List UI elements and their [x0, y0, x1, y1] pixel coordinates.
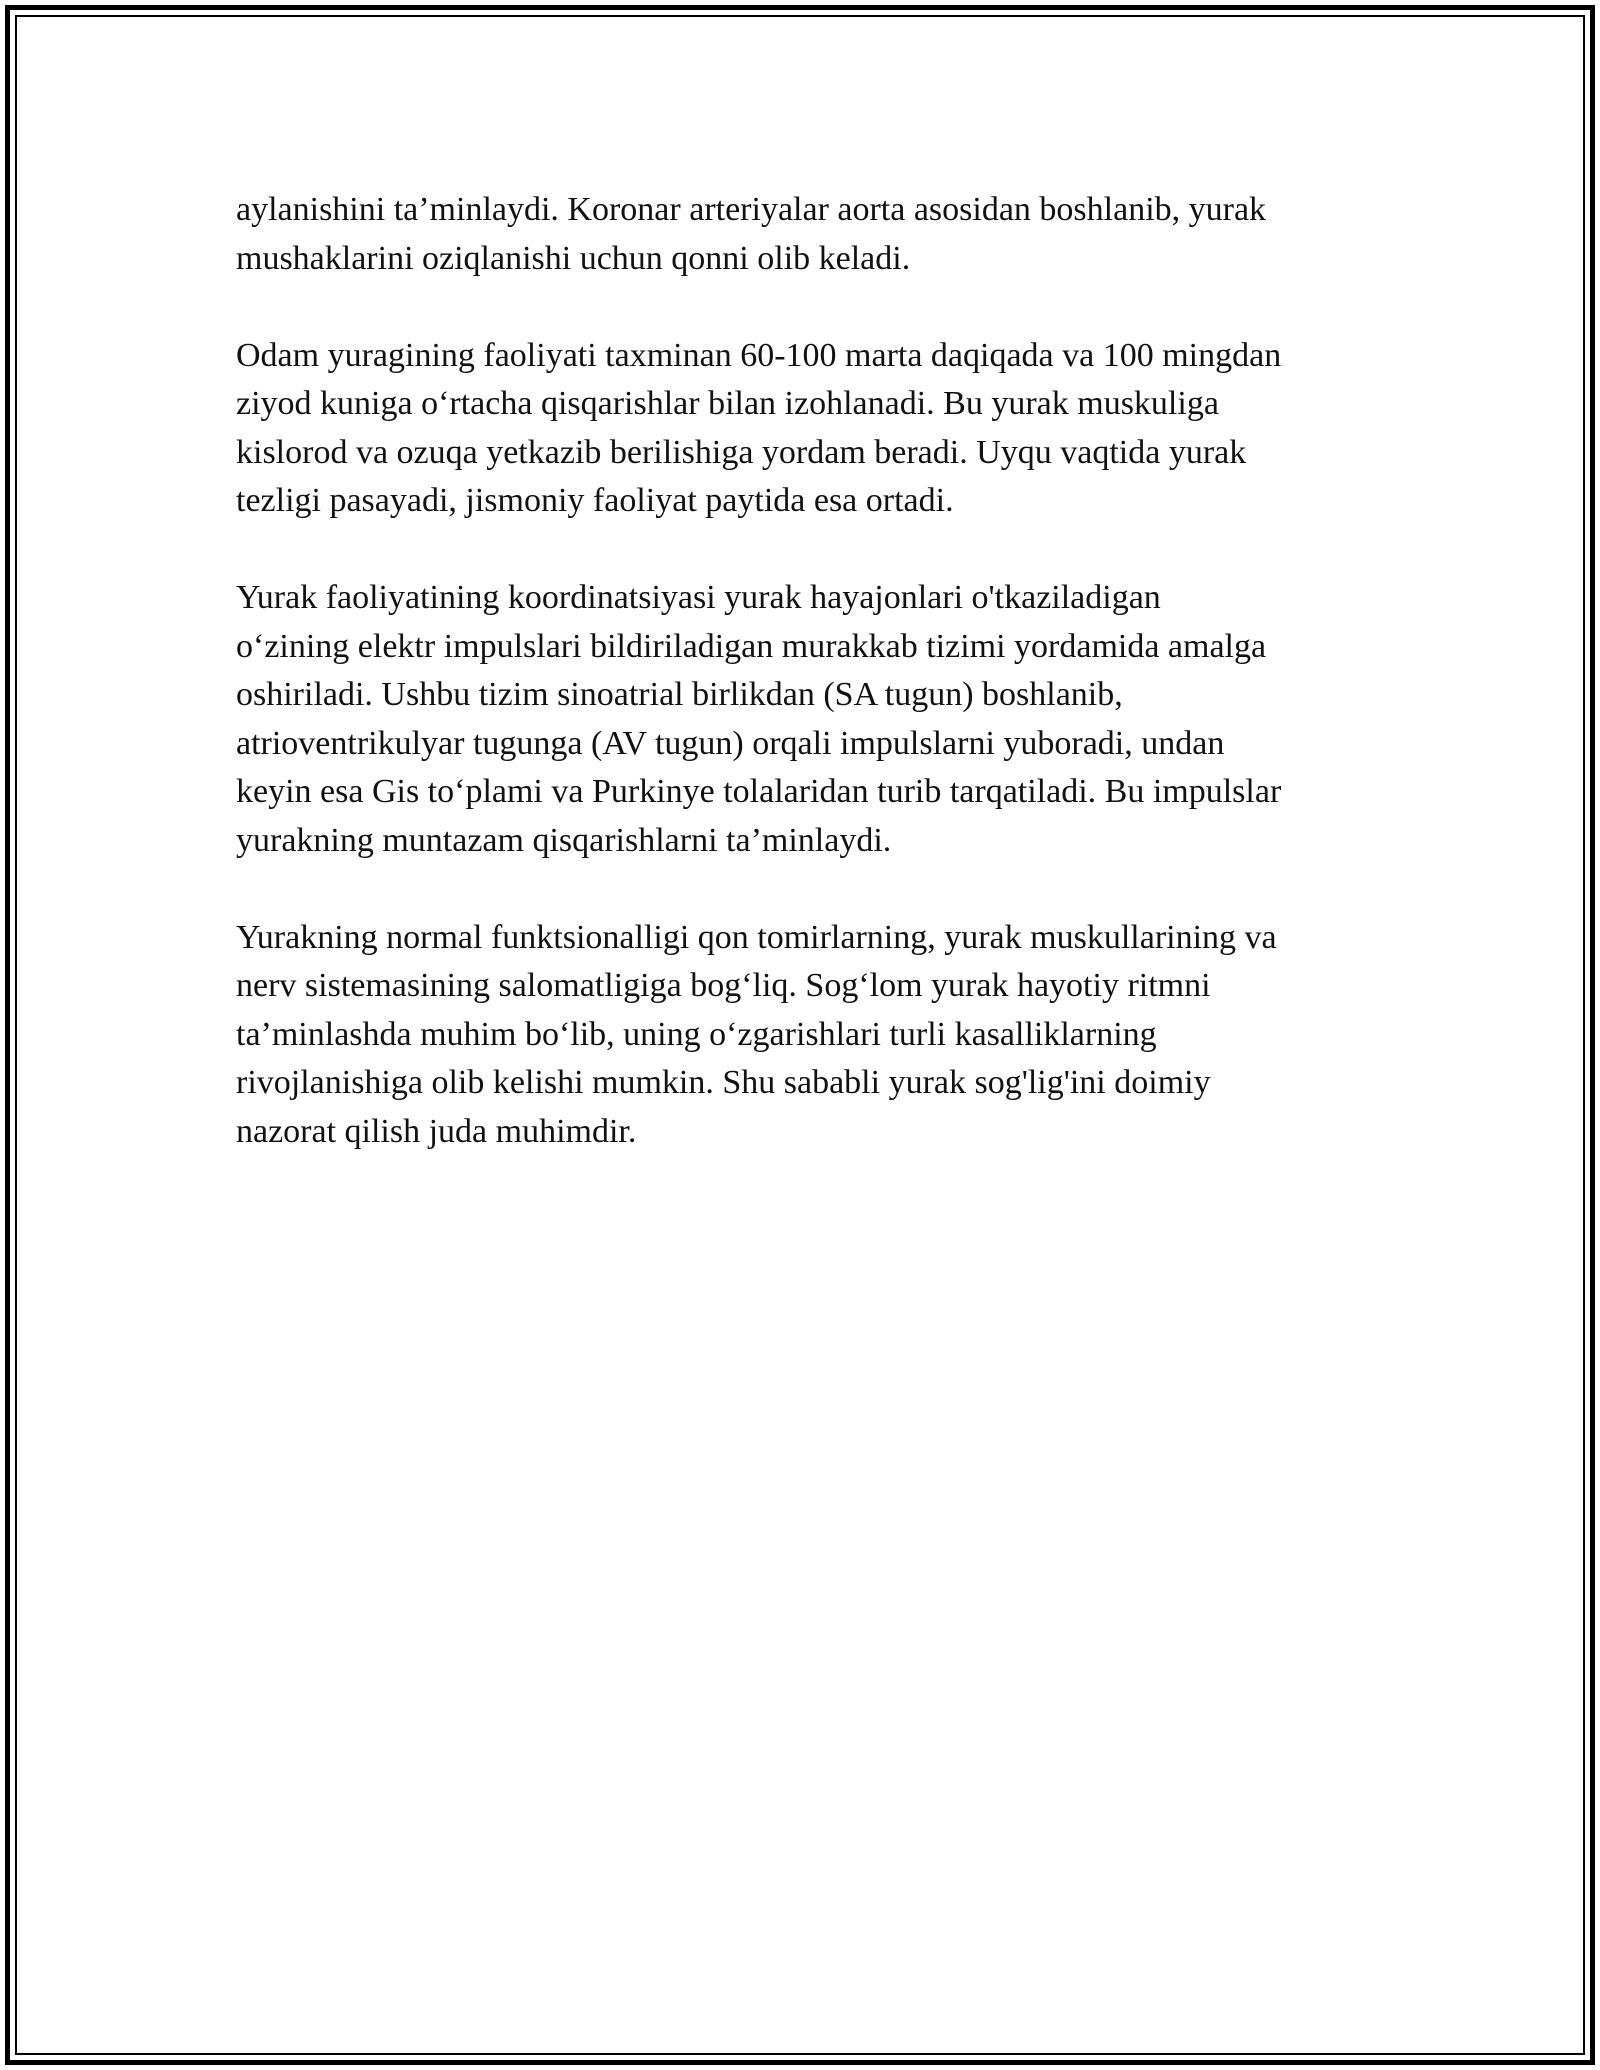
text-line: kislorod va ozuqa yetkazib berilishiga yordam beradi. Uyqu vaqtida yurak — [236, 433, 1247, 471]
text-line: tezligi pasayadi, jismoniy faoliyat paytida esa ortadi. — [236, 482, 954, 519]
text-line: rivojlanishiga olib kelishi mumkin. Shu sababli yurak sog'lig'ini doimiy — [236, 1064, 1211, 1101]
text-line: ta’minlashda muhim boʻlib, uning oʻzgarishlari turli kasalliklarning — [236, 1015, 1157, 1053]
text-line: nerv sistemasining salomatligiga bogʻliq. Sogʻlom yurak hayotiy ritmni — [236, 967, 1211, 1004]
document-body — [236, 186, 1386, 1205]
text-line: mushaklarini oziqlanishi uchun qonni olib keladi. — [236, 239, 911, 277]
paragraph-1 — [236, 186, 1386, 283]
text-line: oʻzining elektr impulslari bildiriladigan murakkab tizimi yordamida amalga — [236, 627, 1267, 665]
paragraph-4 — [236, 914, 1386, 1157]
paragraph-3 — [236, 574, 1386, 865]
text-line: nazorat qilish juda muhimdir. — [236, 1112, 637, 1150]
text-line: keyin esa Gis toʻplami va Purkinye tolalaridan turib tarqatiladi. Bu impulslar — [236, 773, 1282, 810]
paragraph-2 — [236, 332, 1386, 526]
text-line: yurakning muntazam qisqarishlarni ta’minlaydi. — [236, 821, 892, 859]
text-line: ziyod kuniga oʻrtacha qisqarishlar bilan izohlanadi. Bu yurak muskuliga — [236, 385, 1219, 422]
text-line: aylanishini ta’minlaydi. Koronar arteriyalar aorta asosidan boshlanib, yurak — [236, 191, 1267, 228]
text-line: atrioventrikulyar tugunga (AV tugun) orqali impulslarni yuboradi, undan — [236, 724, 1225, 762]
text-line: Yurakning normal funktsionalligi qon tomirlarning, yurak muskullarining va — [236, 918, 1277, 956]
text-line: oshiriladi. Ushbu tizim sinoatrial birlikdan (SA tugun) boshlanib, — [236, 676, 1123, 713]
text-line: Yurak faoliyatining koordinatsiyasi yurak hayajonlari o'tkaziladigan — [236, 579, 1161, 616]
text-line: Odam yuragining faoliyati taxminan 60-100 marta daqiqada va 100 mingdan — [236, 336, 1282, 374]
